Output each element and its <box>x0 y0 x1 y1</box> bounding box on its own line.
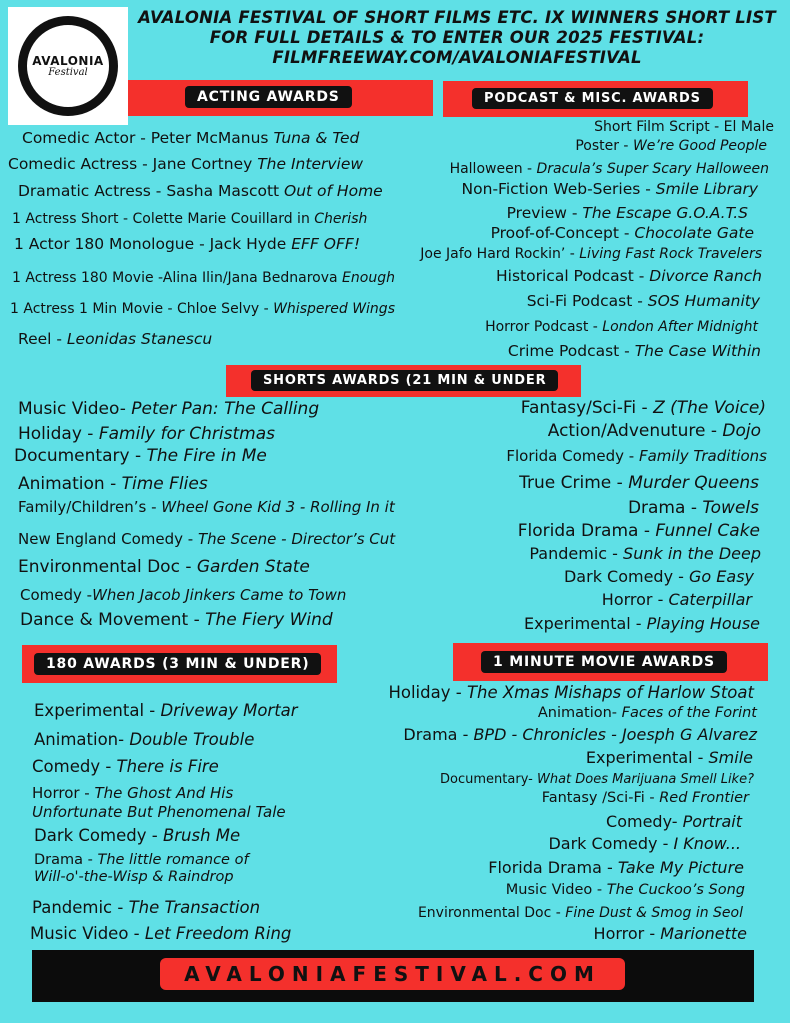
shorts-right-entry <box>518 521 760 541</box>
winner-title: Enough <box>342 270 395 286</box>
minute-heading: 1 MINUTE MOVIE AWARDS <box>481 651 727 673</box>
award-category: Animation - <box>18 474 122 494</box>
shorts-left-entry <box>18 530 395 548</box>
minute-entry <box>403 725 757 744</box>
winner-title: Will-o'-the-Wisp & Raindrop <box>34 869 234 885</box>
minute-entry <box>418 905 743 921</box>
winner-title: Tuna & Ted <box>273 129 360 147</box>
award-category: New England Comedy - <box>18 530 198 548</box>
header-line-2: FOR FULL DETAILS & TO ENTER OUR 2025 FESTIVAL: <box>209 28 705 47</box>
acting-entry <box>12 270 395 286</box>
logo-name: AVALONIA <box>32 54 104 68</box>
winner-title: The Case Within <box>634 342 761 360</box>
acting-entry <box>8 155 363 173</box>
winner-title: SOS Humanity <box>647 292 760 310</box>
podcast-entry <box>496 267 762 285</box>
minute-entry <box>388 683 754 702</box>
winner-title: The Interview <box>257 155 364 173</box>
awards180-entry <box>34 852 249 868</box>
winner-title: Driveway Mortar <box>160 701 298 720</box>
award-category: Experimental - <box>585 748 709 767</box>
winner-title: Family for Christmas <box>98 424 276 444</box>
festival-logo <box>8 7 128 125</box>
award-category: Dark Comedy - <box>563 567 689 586</box>
winner-title: Out of Home <box>284 182 383 200</box>
award-category: Action/Advenuture - <box>547 421 723 441</box>
winner-title: Double Trouble <box>129 730 255 749</box>
podcast-entry <box>527 292 760 310</box>
podcast-heading: PODCAST & MISC. AWARDS <box>472 88 713 109</box>
minute-entry <box>548 834 741 853</box>
award-category: True Crime - <box>519 473 629 493</box>
acting-entry <box>14 235 360 253</box>
winner-title: BPD - Chronicles - Joesph G Alvarez <box>473 725 757 744</box>
minute-entry <box>440 772 754 787</box>
winner-title: Go Easy <box>689 567 754 586</box>
acting-heading: ACTING AWARDS <box>185 86 352 108</box>
winner-title: Caterpillar <box>668 590 752 609</box>
award-category: Comedy - <box>20 586 93 604</box>
award-category: Experimental - <box>524 614 647 633</box>
award-category: Environmental Doc - <box>18 557 197 577</box>
award-category: Pandemic - <box>32 898 129 917</box>
winner-title: Playing House <box>646 614 760 633</box>
award-category: Comedy- <box>606 812 683 831</box>
winner-title: Fine Dust & Smog in Seol <box>565 905 743 921</box>
awards180-entry <box>32 784 233 802</box>
winner-title: The Cuckoo’s Song <box>606 882 745 898</box>
winner-title: The Escape G.O.A.T.S <box>582 204 748 222</box>
award-category: Poster - <box>575 138 633 154</box>
award-category: Dramatic Actress - Sasha Mascott <box>18 182 285 200</box>
awards180-entry <box>30 924 291 943</box>
winner-title: The Fire in Me <box>146 446 267 466</box>
winner-title: Smile Library <box>655 180 758 198</box>
winner-title: London After Midnight <box>602 319 758 335</box>
award-category: Horror - <box>593 924 661 943</box>
award-category: Reel - <box>18 330 67 348</box>
winner-title: Faces of the Forint <box>621 705 757 721</box>
award-category: Animation- <box>34 730 130 749</box>
winner-title: What Does Marijuana Smell Like? <box>536 772 754 787</box>
winner-title: Z (The Voice) <box>653 398 766 418</box>
award-category: Dark Comedy - <box>548 834 674 853</box>
award-category: Holiday - <box>18 424 99 444</box>
award-category: Holiday - <box>388 683 467 702</box>
header-line-1: AVALONIA FESTIVAL OF SHORT FILMS ETC. IX WINNERS SHORT LIST <box>138 8 776 27</box>
minute-entry <box>594 924 747 943</box>
shorts-heading: SHORTS AWARDS (21 MIN & UNDER <box>251 370 558 391</box>
award-category: Drama - <box>34 852 98 868</box>
award-category: Florida Drama - <box>488 858 618 877</box>
awards180-entry <box>32 803 286 821</box>
award-category: Music Video- <box>18 399 132 419</box>
award-category: Music Video - <box>30 924 145 943</box>
winner-title: Funnel Cake <box>655 521 760 541</box>
shorts-left-entry <box>18 498 395 516</box>
shorts-right-entry <box>524 614 760 633</box>
shorts-right-entry <box>529 544 761 563</box>
podcast-entry <box>485 319 758 335</box>
shorts-right-entry <box>628 498 759 518</box>
award-category: Family/Children’s - <box>18 498 162 516</box>
winner-title: The Ghost And His <box>94 784 234 802</box>
winner-title: The Fiery Wind <box>205 610 333 630</box>
winner-title: Towels <box>702 498 759 518</box>
award-category: Music Video - <box>505 882 607 898</box>
winner-title: Murder Queens <box>628 473 759 493</box>
acting-entry <box>18 182 383 200</box>
podcast-entry <box>575 138 767 154</box>
winner-title: There is Fire <box>116 757 219 776</box>
acting-entry <box>12 211 367 227</box>
shorts-right-entry <box>506 447 767 465</box>
award-category: 1 Actress 1 Min Movie - Chloe Selvy - <box>10 301 274 317</box>
winner-title: We’re Good People <box>632 138 767 154</box>
award-category: Dance & Movement - <box>20 610 206 630</box>
winner-title: Let Freedom Ring <box>144 924 292 943</box>
minute-entry <box>488 858 744 877</box>
award-category: Florida Drama - <box>517 521 656 541</box>
award-category: Crime Podcast - <box>507 342 635 360</box>
minute-entry <box>586 748 753 767</box>
header-line-3: FILMFREEWAY.COM/AVALONIAFESTIVAL <box>272 48 642 67</box>
winner-title: Living Fast Rock Travelers <box>579 246 762 262</box>
minute-entry <box>606 812 742 831</box>
award-category: Dark Comedy - <box>34 826 163 845</box>
winner-title: The little romance of <box>97 852 249 868</box>
award-category: Joe Jafo Hard Rockin’ - <box>420 246 580 262</box>
awards180-entry <box>32 898 260 917</box>
winner-title: Garden State <box>196 557 310 577</box>
winner-title: The Xmas Mishaps of Harlow Stoat <box>466 683 754 702</box>
award-category: Historical Podcast - <box>496 267 650 285</box>
shorts-left-entry <box>18 399 319 419</box>
winner-title: The Transaction <box>128 898 261 917</box>
shorts-left-entry <box>14 446 267 466</box>
award-category: Short Film Script - El Male <box>594 119 774 135</box>
logo-sub: Festival <box>48 67 88 78</box>
acting-entry <box>10 301 395 317</box>
logo-ring <box>18 16 118 116</box>
winner-title: EFF OFF! <box>291 235 361 253</box>
award-category: Florida Comedy - <box>506 447 639 465</box>
podcast-entry <box>462 180 758 198</box>
winner-title: Unfortunate But Phenomenal Tale <box>32 803 286 821</box>
podcast-entry <box>508 342 761 360</box>
winner-title: Whispered Wings <box>273 301 395 317</box>
award-category: Sci-Fi Podcast - <box>526 292 648 310</box>
podcast-entry <box>594 119 774 135</box>
winner-title: Take My Picture <box>617 858 744 877</box>
award-category: Horror - <box>32 784 95 802</box>
shorts-right-entry <box>519 473 759 493</box>
award-category: Drama - <box>403 725 474 744</box>
awards180-entry <box>32 757 219 776</box>
winner-title: I Know... <box>673 834 741 853</box>
award-category: Horror - <box>601 590 669 609</box>
winner-title: When Jacob Jinkers Came to Town <box>92 586 347 604</box>
award-category: 1 Actress Short - Colette Marie Couillard in <box>12 211 315 227</box>
award-category: Environmental Doc - <box>417 905 566 921</box>
podcast-entry <box>491 224 754 242</box>
winner-title: Marionette <box>660 924 747 943</box>
awards180-entry <box>34 730 254 749</box>
award-category: Comedic Actress - Jane Cortney <box>8 155 258 173</box>
award-category: Non-Fiction Web-Series - <box>461 180 656 198</box>
award-category: Animation- <box>537 705 622 721</box>
winner-title: Dracula’s Super Scary Halloween <box>536 161 769 177</box>
winner-title: Time Flies <box>121 474 208 494</box>
award-category: Documentary - <box>14 446 147 466</box>
awards180-heading: 180 AWARDS (3 MIN & UNDER) <box>34 653 321 675</box>
winner-title: Wheel Gone Kid 3 - Rolling In it <box>161 498 395 516</box>
award-category: Fantasy /Sci-Fi - <box>541 790 660 806</box>
award-category: Pandemic - <box>529 544 624 563</box>
podcast-entry <box>420 246 762 262</box>
award-category: 1 Actor 180 Monologue - Jack Hyde <box>14 235 292 253</box>
minute-entry <box>538 705 757 721</box>
winner-title: Portrait <box>682 812 742 831</box>
award-category: Halloween - <box>449 161 537 177</box>
winner-title: Red Frontier <box>659 790 749 806</box>
award-category: Drama - <box>627 498 703 518</box>
award-category: Comedic Actor - Peter McManus <box>22 129 274 147</box>
logo-inner <box>25 23 111 109</box>
award-category: Proof-of-Concept - <box>490 224 635 242</box>
shorts-right-entry <box>564 567 754 586</box>
winner-title: Leonidas Stanescu <box>66 330 213 348</box>
page-header <box>132 8 782 68</box>
shorts-left-entry <box>18 424 275 444</box>
award-category: Horror Podcast - <box>485 319 603 335</box>
minute-entry <box>542 790 749 806</box>
awards180-entry <box>34 826 240 845</box>
shorts-left-entry <box>18 474 208 494</box>
shorts-left-entry <box>20 586 346 604</box>
winner-title: Brush Me <box>162 826 241 845</box>
podcast-entry <box>450 161 769 177</box>
acting-entry <box>18 330 212 348</box>
winner-title: Smile <box>708 748 753 767</box>
shorts-left-entry <box>20 610 333 630</box>
award-category: Documentary- <box>440 772 537 787</box>
winner-title: Cherish <box>314 211 368 227</box>
winner-title: Divorce Ranch <box>649 267 762 285</box>
shorts-right-entry <box>602 590 752 609</box>
award-category: Fantasy/Sci-Fi - <box>520 398 654 418</box>
winner-title: Family Traditions <box>638 447 767 465</box>
award-category: Experimental - <box>34 701 161 720</box>
award-category: Preview - <box>506 204 583 222</box>
minute-entry <box>506 882 745 898</box>
footer-url: AVALONIAFESTIVAL.COM <box>160 958 625 990</box>
winner-title: Peter Pan: The Calling <box>131 399 320 419</box>
shorts-right-entry <box>521 398 766 418</box>
shorts-left-entry <box>18 557 310 577</box>
winner-title: Chocolate Gate <box>634 224 754 242</box>
winner-title: Dojo <box>722 421 761 441</box>
award-category: 1 Actress 180 Movie -Alina Ilin/Jana Bednarova <box>12 270 343 286</box>
shorts-right-entry <box>548 421 761 441</box>
award-category: Comedy - <box>32 757 117 776</box>
awards180-entry <box>34 869 234 885</box>
podcast-entry <box>507 204 748 222</box>
acting-entry <box>22 129 359 147</box>
awards180-entry <box>34 701 298 720</box>
winner-title: Sunk in the Deep <box>623 544 761 563</box>
winner-title: The Scene - Director’s Cut <box>198 530 396 548</box>
